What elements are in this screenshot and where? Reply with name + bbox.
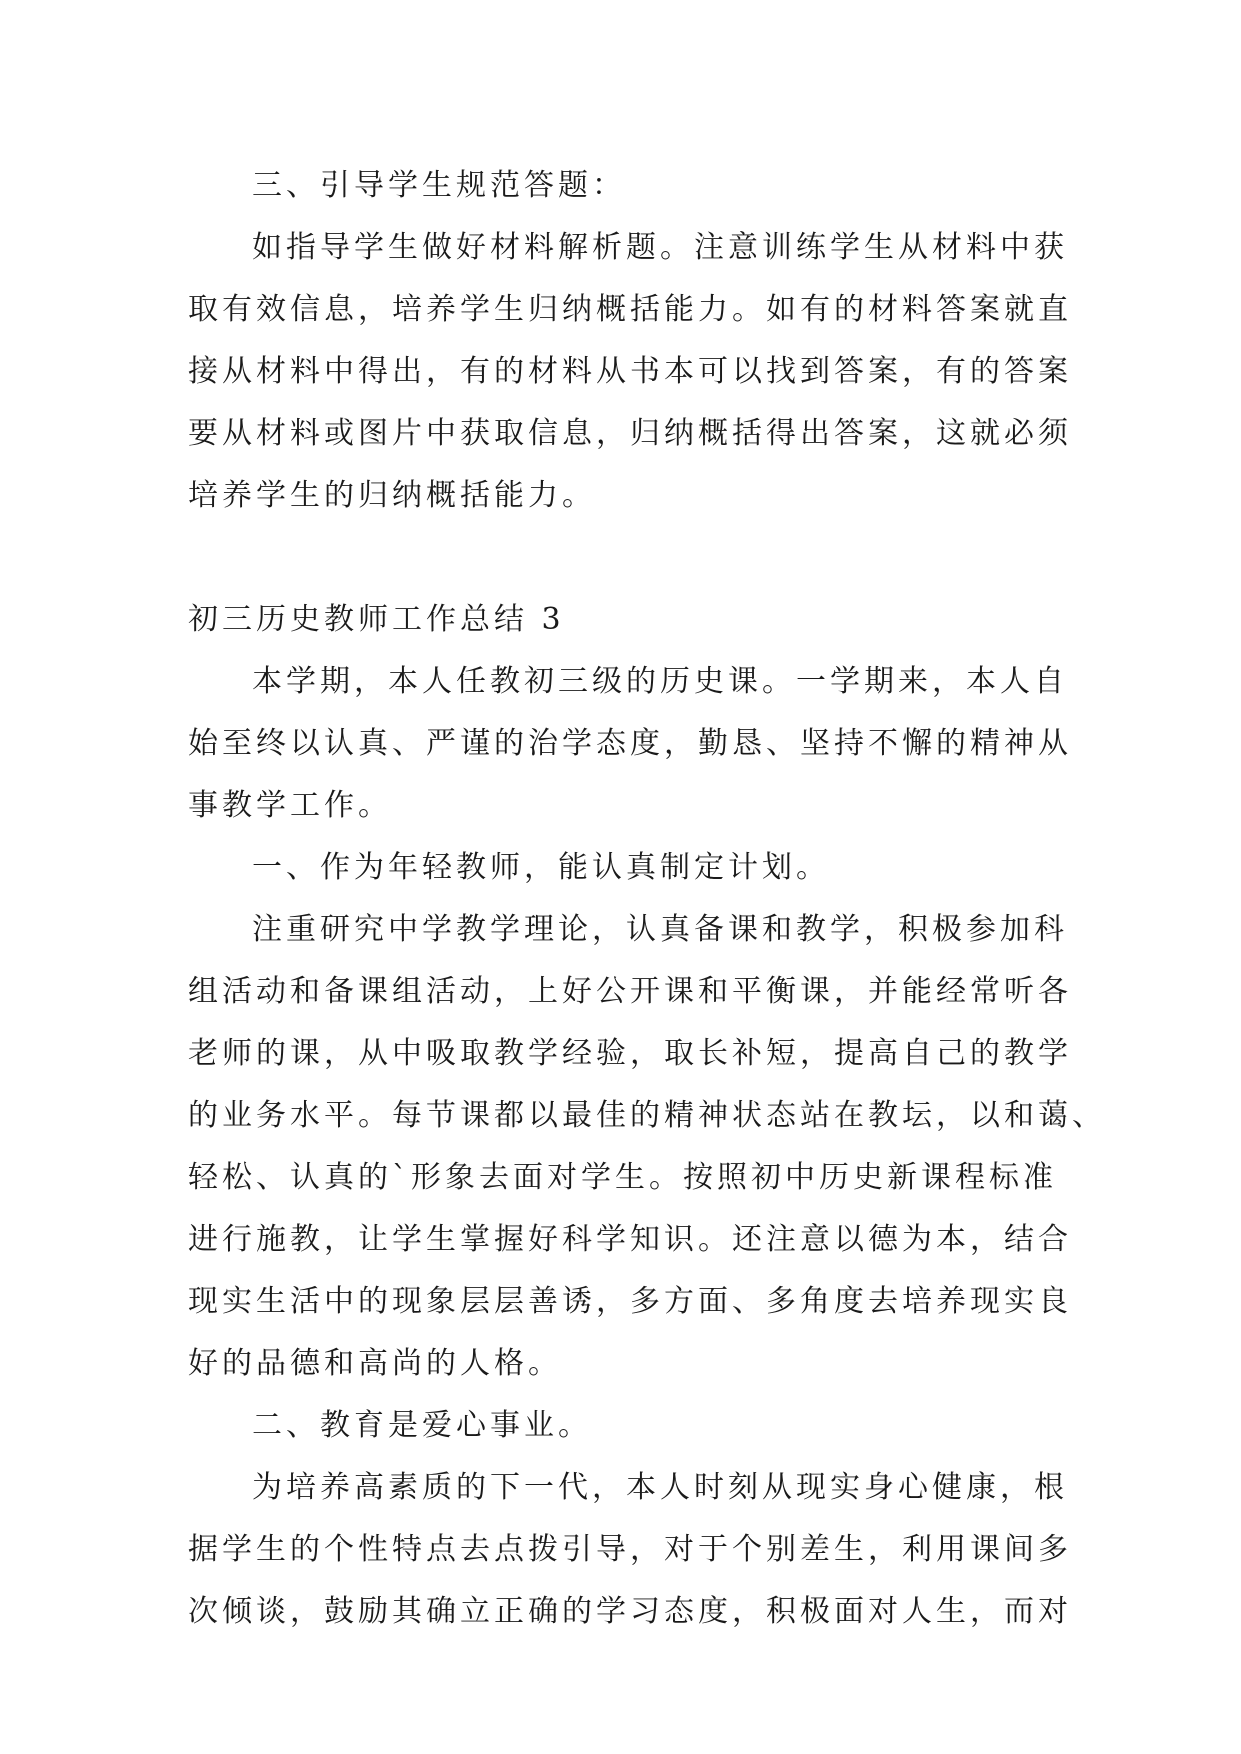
paragraph-line: 培养学生的归纳概括能力。 xyxy=(188,478,596,513)
section-title: 初三历史教师工作总结 3 xyxy=(188,602,565,637)
heading-young-teacher: 一、作为年轻教师，能认真制定计划。 xyxy=(252,850,830,885)
heading-guide-answering: 三、引导学生规范答题： xyxy=(252,168,626,203)
paragraph-line: 组活动和备课组活动，上好公开课和平衡课，并能经常听各 xyxy=(188,974,1072,1009)
paragraph-line: 如指导学生做好材料解析题。注意训练学生从材料中获 xyxy=(252,230,1068,265)
paragraph-line: 注重研究中学教学理论，认真备课和教学，积极参加科 xyxy=(252,912,1068,947)
paragraph-line: 进行施教，让学生掌握好科学知识。还注意以德为本，结合 xyxy=(188,1222,1072,1257)
paragraph-line: 据学生的个性特点去点拨引导，对于个别差生，利用课间多 xyxy=(188,1532,1072,1567)
heading-education-love: 二、教育是爱心事业。 xyxy=(252,1408,592,1443)
paragraph-line: 轻松、认真的`形象去面对学生。按照初中历史新课程标准 xyxy=(188,1160,1057,1195)
paragraph-line: 取有效信息，培养学生归纳概括能力。如有的材料答案就直 xyxy=(188,292,1072,327)
paragraph-line: 事教学工作。 xyxy=(188,788,392,823)
paragraph-line: 好的品德和高尚的人格。 xyxy=(188,1346,562,1381)
paragraph-line: 始至终以认真、严谨的治学态度，勤恳、坚持不懈的精神从 xyxy=(188,726,1072,761)
section-gap xyxy=(188,527,1060,589)
paragraph-line: 的业务水平。每节课都以最佳的精神状态站在教坛，以和蔼、 xyxy=(188,1098,1106,1133)
paragraph-line: 接从材料中得出，有的材料从书本可以找到答案，有的答案 xyxy=(188,354,1072,389)
paragraph-line: 要从材料或图片中获取信息，归纳概括得出答案，这就必须 xyxy=(188,416,1072,451)
document-body xyxy=(188,155,1106,1643)
paragraph-line: 为培养高素质的下一代，本人时刻从现实身心健康，根 xyxy=(252,1470,1068,1505)
paragraph-line: 本学期，本人任教初三级的历史课。一学期来，本人自 xyxy=(252,664,1068,699)
paragraph-line: 老师的课，从中吸取教学经验，取长补短，提高自己的教学 xyxy=(188,1036,1072,1071)
paragraph-line: 现实生活中的现象层层善诱，多方面、多角度去培养现实良 xyxy=(188,1284,1072,1319)
paragraph-line: 次倾谈，鼓励其确立正确的学习态度，积极面对人生，而对 xyxy=(188,1594,1072,1629)
